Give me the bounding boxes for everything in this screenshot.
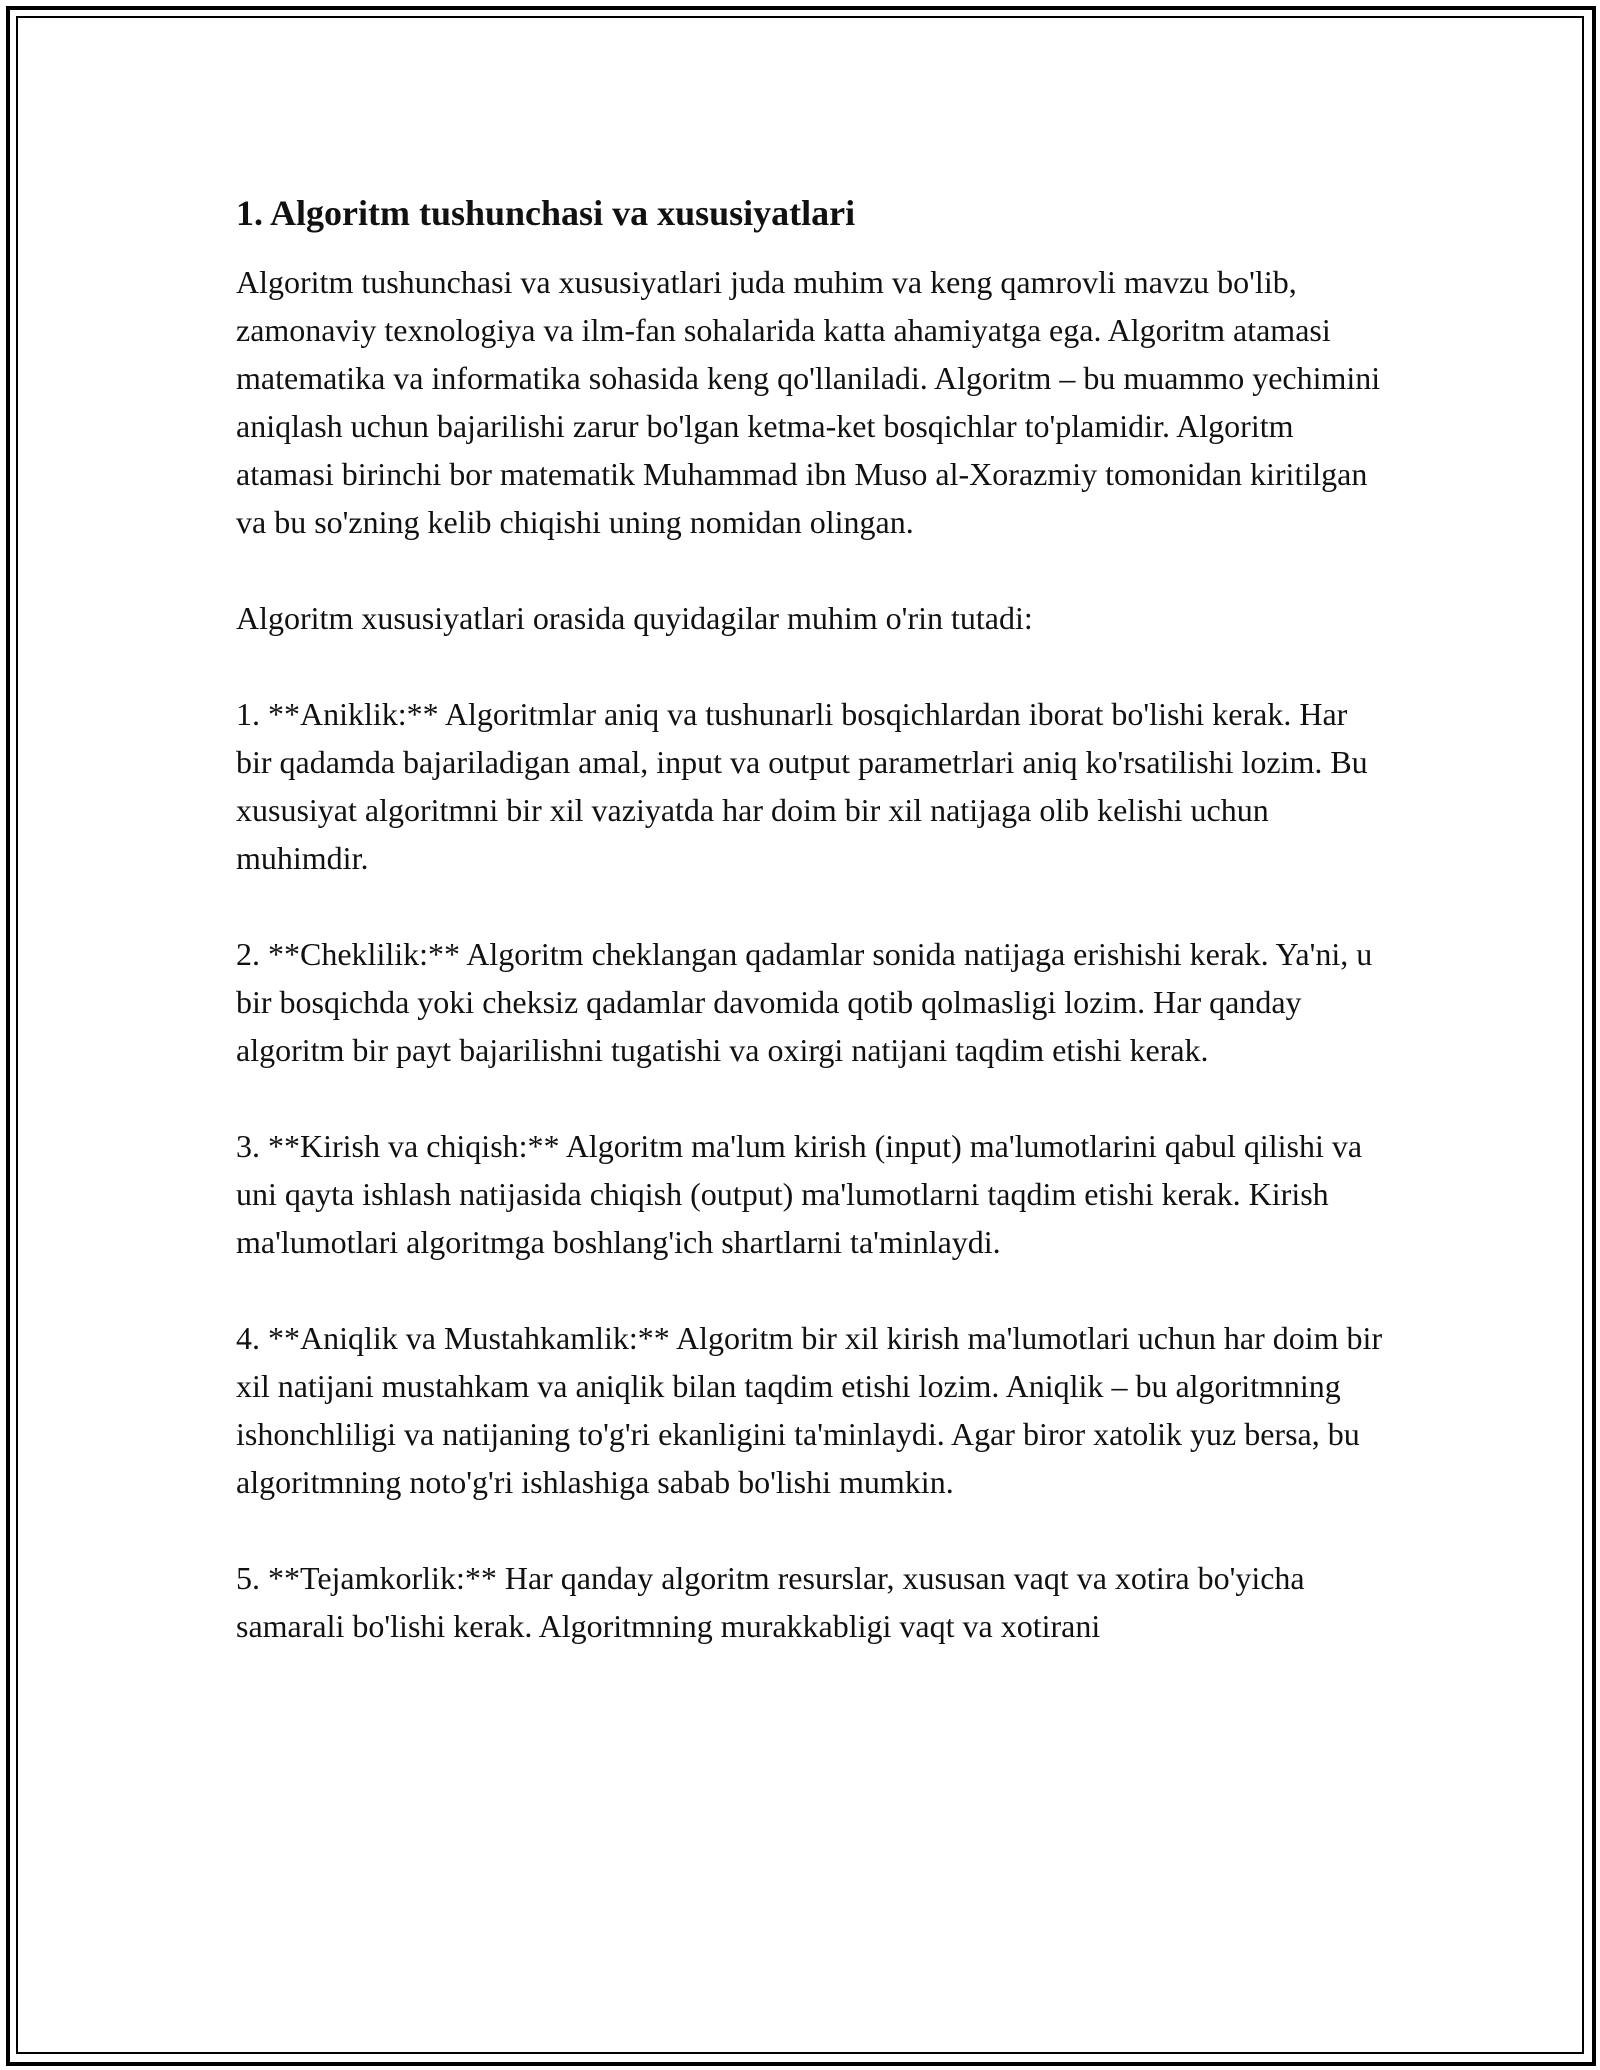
property-item-2: 2. **Cheklilik:** Algoritm cheklangan qadamlar sonida natijaga erishishi kerak. Ya'ni, u bir bosqichda yoki cheksiz qadamlar davomida qotib qolmasligi lozim. Har qanday algoritm bir payt bajarilishni tugatishi va oxirgi natijani taqdim etishi kerak. [236, 936, 1373, 1068]
section-heading: 1. Algoritm tushunchasi va xususiyatlari [236, 193, 856, 233]
properties-intro-paragraph: Algoritm xususiyatlari orasida quyidagilar muhim o'rin tutadi: [236, 600, 1033, 636]
property-item-1: 1. **Aniklik:** Algoritmlar aniq va tushunarli bosqichlardan iborat bo'lishi kerak. Har bir qadamda bajariladigan amal, input va output parametrlari aniq ko'rsatilishi lozim. Bu xususiyat algoritmni bir xil vaziyatda har doim bir xil natijaga olib kelishi uchun muhimdir. [236, 696, 1368, 876]
property-item-5: 5. **Tejamkorlik:** Har qanday algoritm resurslar, xususan vaqt va xotira bo'yicha samarali bo'lishi kerak. Algoritmning murakkabligi vaqt va xotirani [236, 1560, 1305, 1644]
document-body [236, 188, 1386, 1698]
intro-paragraph: Algoritm tushunchasi va xususiyatlari juda muhim va keng qamrovli mavzu bo'lib, zamonaviy texnologiya va ilm-fan sohalarida katta ahamiyatga ega. Algoritm atamasi matematika va informatika sohasida keng qo'llaniladi. Algoritm – bu muammo yechimini aniqlash uchun bajarilishi zarur bo'lgan ketma-ket bosqichlar to'plamidir. Algoritm atamasi birinchi bor matematik Muhammad ibn Muso al-Xorazmiy tomonidan kiritilgan va bu so'zning kelib chiqishi uning nomidan olingan. [236, 264, 1381, 540]
property-item-3: 3. **Kirish va chiqish:** Algoritm ma'lum kirish (input) ma'lumotlarini qabul qilishi va uni qayta ishlash natijasida chiqish (output) ma'lumotlarni taqdim etishi kerak. Kirish ma'lumotlari algoritmga boshlang'ich shartlarni ta'minlaydi. [236, 1128, 1363, 1260]
property-item-4: 4. **Aniqlik va Mustahkamlik:** Algoritm bir xil kirish ma'lumotlari uchun har doim bir xil natijani mustahkam va aniqlik bilan taqdim etishi lozim. Aniqlik – bu algoritmning ishonchliligi va natijaning to'g'ri ekanligini ta'minlaydi. Agar biror xatolik yuz bersa, bu algoritmning noto'g'ri ishlashiga sabab bo'lishi mumkin. [236, 1320, 1383, 1500]
